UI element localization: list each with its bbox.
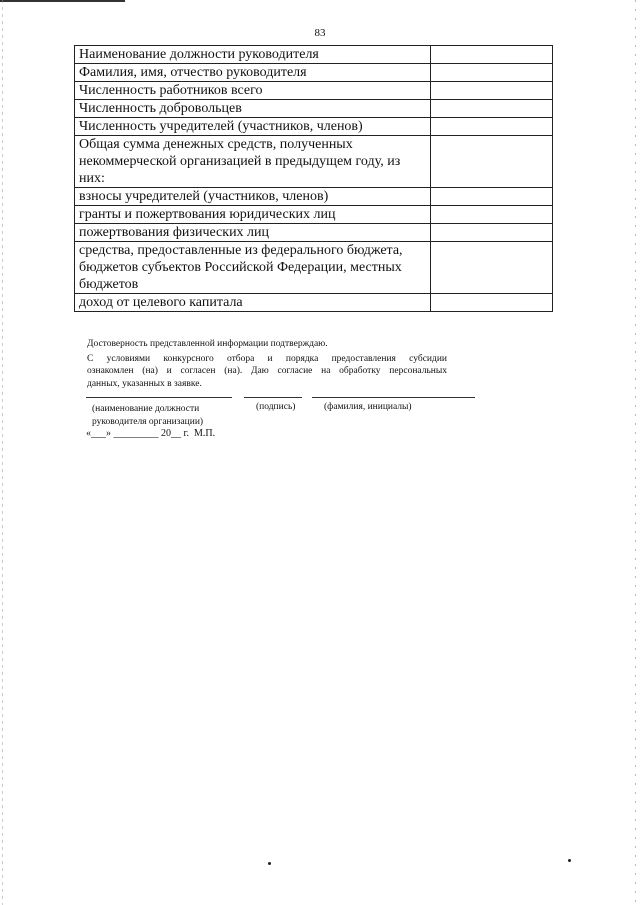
row-label: Численность работников всего bbox=[75, 82, 431, 100]
row-value-cell[interactable] bbox=[430, 206, 552, 224]
table-row bbox=[75, 242, 553, 294]
table-row bbox=[75, 224, 553, 242]
row-value-cell[interactable] bbox=[430, 242, 552, 294]
row-value-cell[interactable] bbox=[430, 224, 552, 242]
consent-text-line: С условиями конкурсного отбора и порядка предоставления субсидии bbox=[87, 353, 447, 364]
scan-left-edge-mark bbox=[2, 0, 3, 905]
row-label: Наименование должности руководителя bbox=[75, 46, 431, 64]
scan-speck bbox=[568, 859, 571, 862]
page-number: 83 bbox=[314, 27, 326, 39]
scan-speck bbox=[268, 862, 271, 865]
signature-caption: (подпись) bbox=[256, 402, 296, 412]
position-signature-line bbox=[86, 397, 232, 398]
scan-top-edge-mark bbox=[0, 0, 125, 2]
table-row bbox=[75, 188, 553, 206]
row-label: Фамилия, имя, отчество руководителя bbox=[75, 64, 431, 82]
confirmation-block bbox=[87, 338, 447, 390]
table-row bbox=[75, 206, 553, 224]
position-caption bbox=[92, 403, 203, 428]
row-label: гранты и пожертвования юридических лиц bbox=[75, 206, 431, 224]
confirmation-title: Достоверность представленной информации подтверждаю. bbox=[87, 339, 328, 349]
row-value-cell[interactable] bbox=[430, 64, 552, 82]
position-caption-line: (наименование должности bbox=[92, 404, 200, 414]
table-row bbox=[75, 82, 553, 100]
row-value-cell[interactable] bbox=[430, 46, 552, 64]
row-label: Общая сумма денежных средств, полученных некоммерческой организацией в предыдущем году, из них: bbox=[75, 136, 431, 188]
name-signature-line bbox=[312, 397, 475, 398]
row-value-cell[interactable] bbox=[430, 82, 552, 100]
position-caption-line: руководителя организации) bbox=[92, 416, 204, 427]
table-row bbox=[75, 100, 553, 118]
row-value-cell[interactable] bbox=[430, 118, 552, 136]
table-row bbox=[75, 64, 553, 82]
row-value-cell[interactable] bbox=[430, 136, 552, 188]
row-label: взносы учредителей (участников, членов) bbox=[75, 188, 431, 206]
row-value-cell[interactable] bbox=[430, 188, 552, 206]
row-label: средства, предоставленные из федерального бюджета, бюджетов субъектов Российской Федерации, местных бюджетов bbox=[75, 242, 431, 294]
row-label: Численность учредителей (участников, членов) bbox=[75, 118, 431, 136]
date-stamp-line: «___» _________ 20__ г. М.П. bbox=[86, 428, 216, 439]
table-row bbox=[75, 118, 553, 136]
name-caption: (фамилия, инициалы) bbox=[324, 402, 412, 412]
scan-right-edge-mark bbox=[635, 0, 636, 905]
table-row bbox=[75, 294, 553, 312]
row-label: пожертвования физических лиц bbox=[75, 224, 431, 242]
table-row bbox=[75, 46, 553, 64]
row-value-cell[interactable] bbox=[430, 100, 552, 118]
organization-info-table bbox=[74, 45, 553, 312]
row-label: доход от целевого капитала bbox=[75, 294, 431, 312]
signature-line bbox=[244, 397, 302, 398]
row-value-cell[interactable] bbox=[430, 294, 552, 312]
consent-text-line: данных, указанных в заявке. bbox=[87, 378, 202, 389]
consent-text-line: ознакомлен (на) и согласен (на). Даю согласие на обработку персональных bbox=[87, 366, 447, 376]
row-label: Численность добровольцев bbox=[75, 100, 431, 118]
table-row bbox=[75, 136, 553, 188]
